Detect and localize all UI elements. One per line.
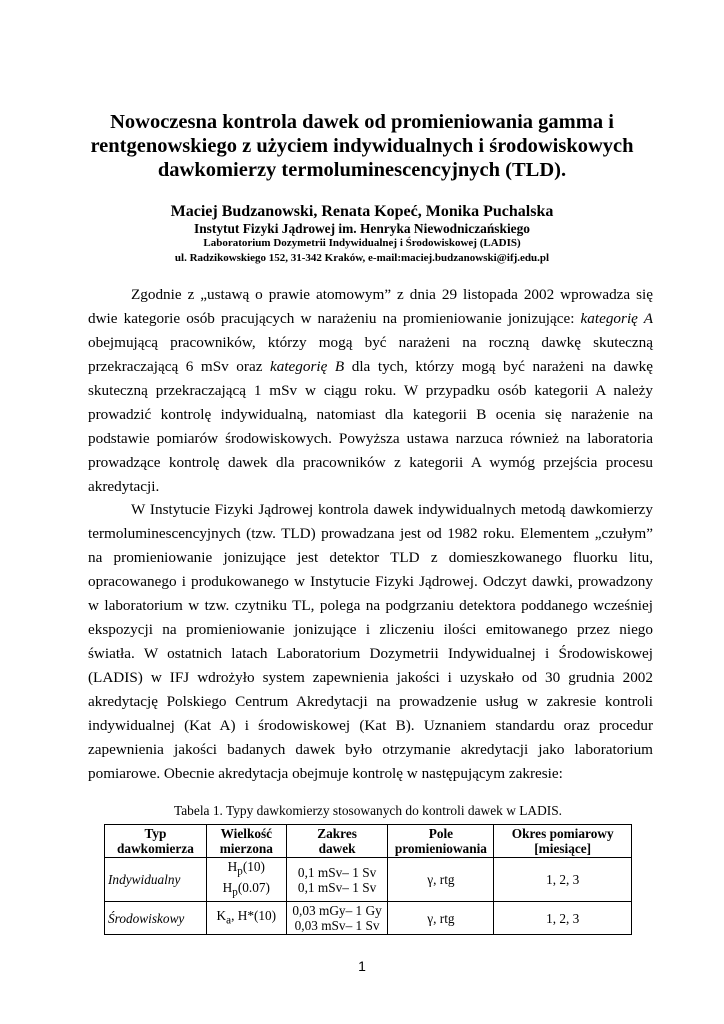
category-b: kategorię B [270, 357, 345, 375]
header-quantity: Wielkość mierzona [206, 825, 286, 858]
cell-period: 1, 2, 3 [494, 902, 632, 935]
title-line-3: dawkomierzy termoluminescencyjnych (TLD). [157, 159, 567, 181]
institute: Instytut Fizyki Jądrowej im. Henryka Niewodniczańskiego [193, 221, 530, 236]
header-field: Pole promieniowania [388, 825, 494, 858]
paragraph-1-part-1: Zgodnie z „ustawą o prawie atomowym” z dnia 29 listopada 2002 wprowadza się dwie kategorie osób pracujących w narażeniu na promieniowanie jonizujące: [88, 286, 653, 327]
dosimeter-table [104, 824, 632, 935]
address: ul. Radzikowskiego 152, 31-342 Kraków, e-mail:maciej.budzanowski@ifj.edu.pl [174, 251, 550, 264]
cell-quantity: $K_a$, H*(10) [206, 902, 286, 935]
table-row [105, 858, 632, 902]
table-caption: Tabela 1. Typy dawkomierzy stosowanych do kontroli dawek w LADIS. [174, 803, 562, 818]
body-text [88, 283, 653, 786]
page-number: 1 [358, 958, 366, 974]
laboratory: Laboratorium Dozymetrii Indywidualnej i Środowiskowej (LADIS) [203, 236, 521, 249]
cell-period: 1, 2, 3 [494, 858, 632, 902]
title-line-2: rentgenowskiego z użyciem indywidualnych i środowiskowych [90, 135, 634, 157]
header-range: Zakres dawek [286, 825, 388, 858]
cell-field: γ, rtg [388, 902, 494, 935]
paragraph-1-part-3: dla tych, którzy mogą być narażeni na dawkę skuteczną przekraczającą 1 mSv w ciągu roku. W przypadku osób kategorii A należy prowadzić kontrolę indywidualną, natomiast dla kategorii B ocenia się narażenie na podstawie pomiarów środowiskowych. Powyższa ustawa narzuca również na laboratoria prowadzące kontrolę dawek dla pracowników z kategorii A wymóg przejścia procesu akredytacji. [88, 357, 653, 495]
cell-type: Środowiskowy [105, 902, 207, 935]
paragraph-2: W Instytucie Fizyki Jądrowej kontrola dawek indywidualnych metodą dawkomierzy termoluminescencyjnych (tzw. TLD) prowadzana jest od 1982 roku. Elementem „czułym” na promieniowanie jonizujące jest detektor TLD z domieszkowanego fluorku litu, opracowanego i produkowanego w Instytucie Fizyki Jądrowej. Odczyt dawki, prowadzony w laboratorium w tzw. czytniku TL, polega na podgrzaniu detektora poddanego wcześniej ekspozycji na promieniowanie jonizujące i zliczeniu ilości emitowanego przez niego światła. W ostatnich latach Laboratorium Dozymetrii Indywidualnej i Środowiskowej (LADIS) w IFJ wdrożyło system zapewnienia jakości i uzyskało od 30 grudnia 2002 akredytację Polskiego Centrum Akredytacji na prowadzenie usług w zakresie kontroli indywidualnej (Kat A) i środowiskowej (Kat B). Uznaniem standardu oraz procedur zapewnienia jakości badanych dawek było otrzymanie akredytacji jako laboratorium pomiarowe. Obecnie akredytacja obejmuje kontrolę w następującym zakresie: [88, 501, 653, 782]
cell-field: γ, rtg [388, 858, 494, 902]
paper-title [60, 110, 664, 182]
cell-type: Indywidualny [105, 858, 207, 902]
cell-range: 0,03 mGy– 1 Gy 0,03 mSv– 1 Sv [286, 902, 388, 935]
cell-quantity: $H_p(10)$ $H_p(0.07)$ [206, 858, 286, 902]
paragraph-1-part-2: obejmującą pracowników, którzy mogą być narażeni na roczną dawkę skuteczną przekraczającą 6 mSv oraz [88, 333, 653, 375]
paragraph-1 [88, 283, 653, 498]
category-a: kategorię A [580, 309, 653, 327]
cell-range: 0,1 mSv– 1 Sv 0,1 mSv– 1 Sv [286, 858, 388, 902]
header-type: Typ dawkomierza [105, 825, 207, 858]
header-period: Okres pomiarowy [miesiące] [494, 825, 632, 858]
table-row [105, 902, 632, 935]
table-header-row [105, 825, 632, 858]
title-line-1: Nowoczesna kontrola dawek od promieniowania gamma i [110, 111, 614, 133]
authors: Maciej Budzanowski, Renata Kopeć, Monika Puchalska [170, 203, 554, 220]
